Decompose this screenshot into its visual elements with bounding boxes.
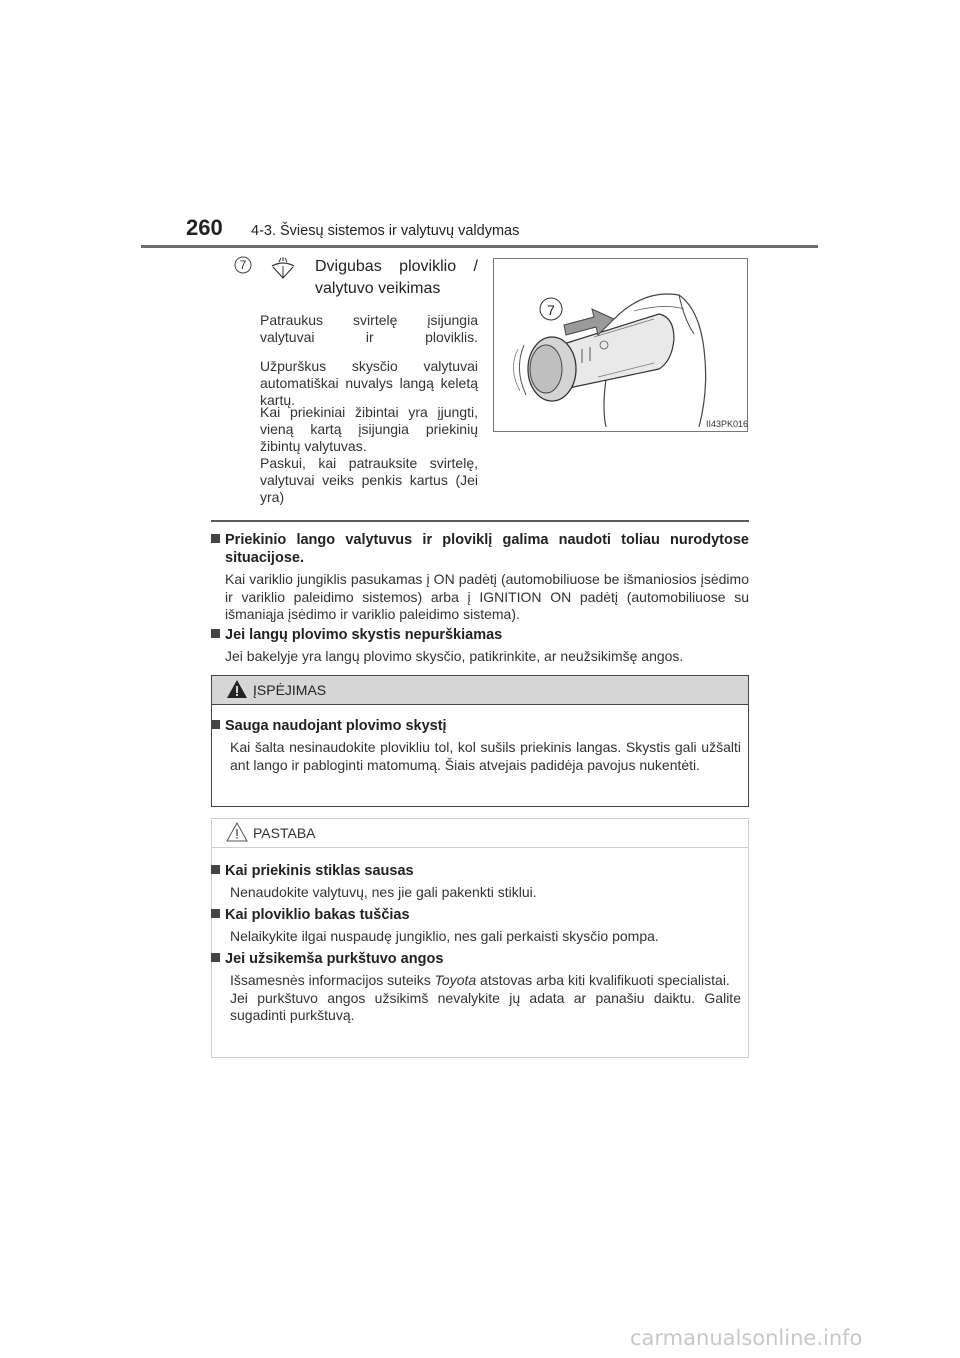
section-divider (211, 520, 749, 522)
watermark: carmanualsonline.info (630, 1326, 863, 1350)
circled-number-badge (234, 256, 252, 274)
info-heading: Priekinio lango valytuvus ir ploviklį galima naudoti toliau nurodytose situacijose. (211, 531, 749, 567)
note-text: Nelaikykite ilgai nuspaudę jungiklio, nes gali perkaisti skysčio pompa. (230, 928, 659, 944)
note-heading: Jei užsikemša purkštuvo angos (211, 950, 741, 968)
square-bullet-icon (211, 629, 220, 638)
warning-triangle-icon (226, 679, 248, 699)
square-bullet-icon (211, 720, 220, 729)
info-text: Jei bakelyje yra langų plovimo skysčio, patikrinkite, ar neužsikimšę angos. (225, 648, 684, 664)
item-title-line2: valytuvo veikimas (315, 280, 441, 297)
item-paragraph: Paskui, kai patrauksite svirtelę, valytuvai veiks penkis kartus (Jei yra) (260, 455, 478, 505)
windshield-washer-icon (270, 256, 296, 280)
warning-content (211, 717, 741, 774)
item-paragraph: Patraukus svirtelę įsijungia valytuvai ir ploviklis. (260, 312, 478, 345)
warning-text: Kai šalta nesinaudokite plovikliu tol, kol sušils priekinis langas. Skystis gali užšalti ant lango ir pabloginti matomumą. Šiais atvejais padidėja pavojus nukentėti. (230, 739, 741, 773)
square-bullet-icon (211, 953, 220, 962)
caution-outline-icon (226, 822, 248, 842)
note-item (211, 906, 741, 946)
note-heading: Kai priekinis stiklas sausas (211, 862, 741, 880)
note-heading: Kai ploviklio bakas tuščias (211, 906, 741, 924)
info-text: Kai variklio jungiklis pasukamas į ON padėtį (automobiliuose be išmaniosios įsėdimo ir variklio paleidimo sistemos) arba į IGNITION ON padėtį (automobiliuose su išmaniąja įsėdimo ir variklio paleidimo sistema). (225, 571, 749, 622)
header-divider (141, 245, 818, 248)
page-number: 260 (186, 215, 223, 240)
warning-label: ĮSPĖJIMAS (253, 682, 327, 698)
warning-heading: Sauga naudojant plovimo skystį (211, 717, 741, 735)
square-bullet-icon (211, 534, 220, 543)
section-title: 4-3. Šviesų sistemos ir valytuvų valdymas (251, 223, 520, 239)
wiper-lever-drawing (494, 259, 747, 431)
square-bullet-icon (211, 865, 220, 874)
brand-name: Toyota (434, 972, 477, 988)
note-label: PASTABA (253, 825, 316, 841)
note-text: Išsamesnės informacijos suteiks Toyota atstovas arba kiti kvalifikuoti specialistai. (230, 972, 730, 988)
illustration-callout: 7 (547, 302, 555, 318)
note-header (212, 819, 748, 848)
warning-header (212, 676, 748, 705)
info-heading: Jei langų plovimo skystis nepurškiamas (211, 626, 749, 644)
note-text: Nenaudokite valytuvų, nes jie gali pakenkti stiklui. (230, 884, 537, 900)
square-bullet-icon (211, 909, 220, 918)
illustration-code: II43PK016 (706, 419, 749, 429)
info-block (211, 531, 749, 624)
circled-number: 7 (239, 258, 247, 272)
item-paragraph: Kai priekiniai žibintai yra įjungti, vieną kartą įsijungia priekinių žibintų valytuvas. (260, 404, 478, 454)
note-item (211, 862, 741, 902)
note-text-2: Jei purkštuvo angos užsikimš nevalykite jų adata ar panašiu daiktu. Galite sugadinti purkštuvą. (230, 989, 741, 1023)
note-item (211, 950, 741, 1025)
info-block (211, 626, 749, 666)
item-paragraph: Užpurškus skysčio valytuvai automatiškai nuvalys langą keletą kartų. (260, 358, 478, 408)
lever-illustration (493, 258, 748, 432)
item-title: Dvigubas ploviklio / (315, 258, 478, 275)
